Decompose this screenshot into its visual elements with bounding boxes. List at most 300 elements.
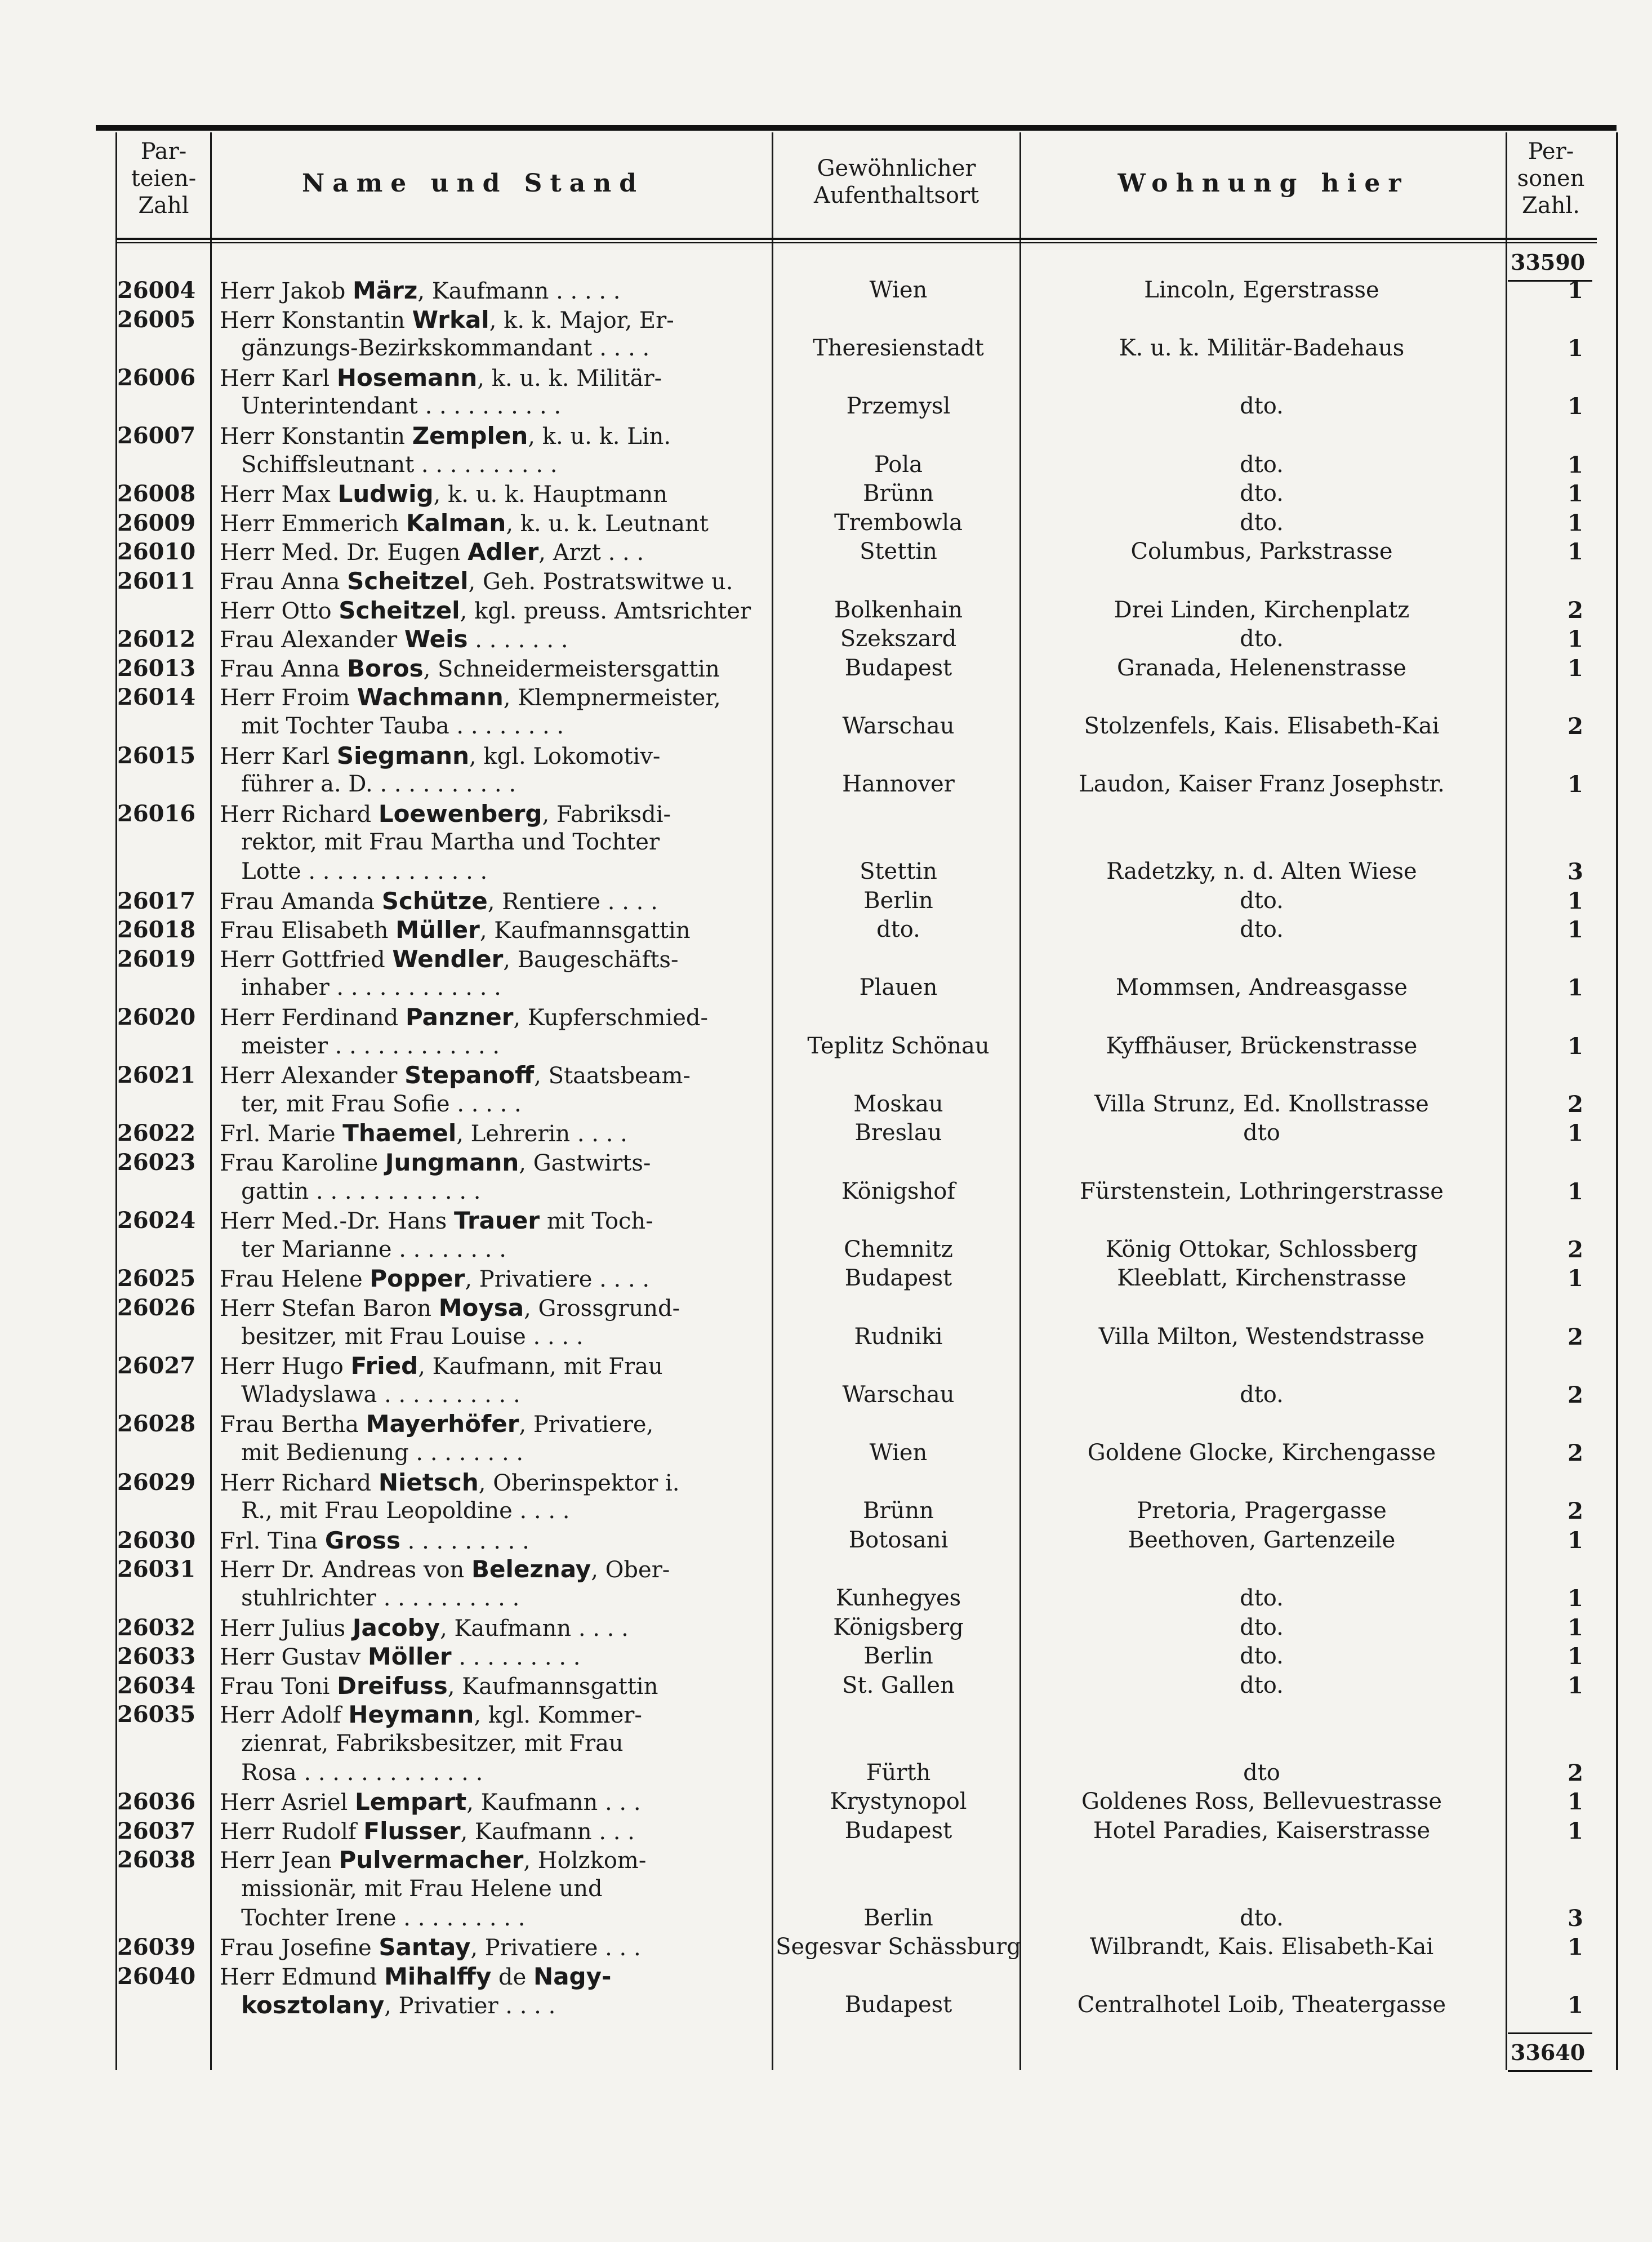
party-number: 26036 (117, 1789, 196, 1816)
name-text: , kgl. preuss. Amtsrichter (460, 598, 751, 624)
local-lodging: Centralhotel Loib, Theatergasse (1077, 1992, 1446, 2018)
surname: Scheitzel (339, 596, 460, 624)
name-text: Unterintendant . . . . . . . . . . (220, 393, 562, 420)
name-text: , k. u. k. Hauptmann (433, 482, 668, 508)
usual-residence: Brünn (863, 481, 934, 507)
persons-count: 2 (1568, 1498, 1583, 1525)
register-entry (115, 1061, 1597, 1119)
name-text: Frau Alexander (220, 627, 404, 653)
name-text: Frau Karoline (220, 1150, 385, 1176)
local-lodging: dto. (1240, 1905, 1284, 1931)
name-text: Herr Ferdinand (220, 1005, 406, 1031)
persons-count: 1 (1568, 1789, 1583, 1816)
persons-count: 3 (1568, 858, 1583, 885)
surname: Popper (369, 1265, 465, 1293)
usual-residence: Moskau (853, 1091, 943, 1117)
name-text: , Arzt . . . (538, 540, 644, 566)
party-number: 26023 (117, 1149, 196, 1176)
register-entry (115, 945, 1597, 1003)
party-number: 26012 (117, 626, 196, 653)
persons-count: 2 (1568, 1091, 1583, 1118)
name-text: Herr Karl (220, 365, 337, 392)
usual-residence: Budapest (844, 1265, 952, 1292)
usual-residence: Berlin (863, 887, 933, 914)
usual-residence: Stettin (860, 858, 937, 884)
usual-residence: Stettin (860, 539, 937, 565)
persons-count: 1 (1568, 975, 1583, 1002)
persons-count: 1 (1568, 539, 1583, 566)
local-lodging: Pretoria, Pragergasse (1137, 1498, 1387, 1524)
usual-residence: Breslau (854, 1120, 942, 1146)
register-entry (115, 915, 1597, 945)
local-lodging: dto. (1240, 1643, 1284, 1670)
name-text: Wladyslawa . . . . . . . . . . (220, 1381, 520, 1408)
surname: Ludwig (337, 480, 434, 508)
register-entry (115, 305, 1597, 363)
local-lodging: dto. (1240, 1614, 1284, 1640)
local-lodging: dto. (1240, 509, 1284, 536)
header-name-und-stand: Name und Stand (301, 169, 645, 198)
persons-count: 2 (1568, 1323, 1583, 1350)
persons-count: 1 (1568, 1178, 1583, 1205)
register-entry (115, 1351, 1597, 1409)
surname: Mayerhöfer (366, 1410, 519, 1438)
register-entry (115, 1787, 1597, 1817)
name-text: mit Bedienung . . . . . . . . (220, 1439, 524, 1466)
surname: Moysa (438, 1294, 524, 1322)
persons-count: 1 (1568, 335, 1583, 362)
persons-count: 1 (1568, 1817, 1583, 1844)
surname: kosztolany (241, 1991, 385, 2019)
surname: Trauer (453, 1207, 540, 1235)
persons-count: 1 (1568, 1672, 1583, 1699)
party-number: 26032 (117, 1614, 196, 1641)
name-text: , Geh. Postratswitwe u. (468, 569, 733, 595)
local-lodging: Drei Linden, Kirchenplatz (1114, 597, 1410, 623)
name-text: , Lehrerin . . . . (456, 1121, 627, 1147)
register-entry (115, 799, 1597, 887)
party-number: 26006 (117, 364, 196, 391)
persons-count: 2 (1568, 1236, 1583, 1263)
surname: Kalman (406, 509, 506, 537)
party-number: 26017 (117, 887, 196, 914)
register-entry (115, 1526, 1597, 1555)
party-number: 26009 (117, 509, 196, 536)
local-lodging: dto (1243, 1120, 1280, 1146)
name-text: Frau Toni (220, 1673, 337, 1700)
name-text: rektor, mit Frau Martha und Tochter (220, 829, 660, 856)
name-text: Frl. Tina (220, 1528, 325, 1554)
name-text: , Oberinspektor i. (478, 1470, 680, 1496)
surname: Jungmann (385, 1149, 519, 1176)
surname: Pulvermacher (339, 1846, 524, 1874)
name-text: , Kaufmann . . . . (440, 1615, 629, 1642)
name-text: Herr Emmerich (220, 510, 407, 537)
name-text: Frl. Marie (220, 1121, 343, 1147)
surname: Weis (404, 625, 468, 653)
usual-residence: Szekszard (840, 626, 957, 652)
name-text: ter, mit Frau Sofie . . . . . (220, 1091, 522, 1117)
surname: Santay (379, 1933, 471, 1961)
name-text: Tochter Irene . . . . . . . . . (220, 1905, 526, 1931)
usual-residence: Wien (869, 1439, 928, 1466)
local-lodging: dto. (1240, 917, 1284, 943)
surname: Scheitzel (347, 567, 469, 595)
name-text: Frau Bertha (220, 1412, 366, 1438)
persons-count: 1 (1568, 1527, 1583, 1554)
party-number: 26013 (117, 655, 196, 682)
name-text: Herr Alexander (220, 1063, 405, 1089)
register-entry (115, 1409, 1597, 1467)
name-text: . . . . . . . . . (400, 1528, 529, 1554)
name-text: Herr Jakob (220, 278, 353, 304)
name-text: Herr Max (220, 482, 338, 508)
name-text: , Staatsbeam- (534, 1063, 691, 1089)
local-lodging: König Ottokar, Schlossberg (1105, 1236, 1418, 1262)
usual-residence: Budapest (844, 1992, 952, 2018)
surname: Mihalffy (384, 1962, 492, 1990)
party-number: 26011 (117, 568, 196, 594)
surname: Hosemann (336, 363, 478, 392)
persons-count: 1 (1568, 1643, 1583, 1670)
register-entry (115, 625, 1597, 654)
name-text: . . . . . . . (467, 627, 568, 653)
local-lodging: dto. (1240, 481, 1284, 507)
surname: Zemplen (412, 422, 528, 450)
persons-count: 1 (1568, 1992, 1583, 2019)
header-aufenthaltsort: Gewöhnlicher Aufenthaltsort (813, 155, 979, 208)
header-personen-zahl: Per- sonen Zahl. (1517, 139, 1585, 219)
local-lodging: Fürstenstein, Lothringerstrasse (1080, 1178, 1444, 1204)
name-text: Frau Anna (220, 569, 348, 595)
name-text: , Kaufmannsgattin (447, 1673, 658, 1700)
name-text: Herr Karl (220, 743, 337, 769)
name-text: , Gastwirts- (519, 1150, 651, 1176)
usual-residence: Hannover (842, 771, 955, 798)
name-text: , Privatiere . . . (470, 1935, 641, 1961)
name-text: , Kaufmann . . . (460, 1818, 635, 1845)
surname: Dreifuss (337, 1671, 448, 1700)
persons-count: 1 (1568, 1585, 1583, 1612)
name-text: Herr Adolf (220, 1702, 349, 1729)
name-text (220, 1993, 241, 2019)
local-lodging: Lincoln, Egerstrasse (1144, 277, 1379, 303)
name-text: , Baugeschäfts- (503, 946, 679, 973)
local-lodging: dto. (1240, 626, 1284, 652)
local-lodging: Goldenes Ross, Bellevuestrasse (1081, 1789, 1442, 1815)
local-lodging: K. u. k. Militär-Badehaus (1119, 335, 1405, 362)
name-text: , Grossgrund- (524, 1296, 680, 1322)
name-text: Herr Gustav (220, 1644, 368, 1671)
name-text: Herr Med. Dr. Eugen (220, 540, 468, 566)
register-entry (115, 1293, 1597, 1351)
persons-count: 1 (1568, 1265, 1583, 1292)
register-entry (115, 1264, 1597, 1293)
surname: Boros (347, 654, 424, 682)
name-text: inhaber . . . . . . . . . . . . (220, 975, 501, 1001)
usual-residence: Botosani (848, 1527, 949, 1553)
surname: Nagy- (533, 1962, 612, 1990)
top-rule (96, 125, 1617, 131)
name-text: , Klempnermeister, (503, 685, 721, 711)
local-lodging: Hotel Paradies, Kaiserstrasse (1093, 1817, 1431, 1844)
surname: Panzner (405, 1003, 514, 1031)
total-carried-over: 33640 (1511, 2040, 1586, 2065)
usual-residence: Trembowla (834, 509, 963, 536)
local-lodging: Beethoven, Gartenzeile (1128, 1527, 1396, 1553)
register-entry (115, 1148, 1597, 1206)
surname: Wrkal (412, 305, 489, 333)
party-number: 26035 (117, 1701, 196, 1728)
header-wohnung-hier: Wohnung hier (1117, 169, 1409, 198)
party-number: 26020 (117, 1004, 196, 1030)
name-text: , Kaufmann . . . (466, 1790, 641, 1816)
name-text: , Ober- (591, 1557, 670, 1583)
persons-count: 2 (1568, 597, 1583, 624)
local-lodging: Laudon, Kaiser Franz Josephstr. (1079, 771, 1445, 798)
register-entry (115, 1555, 1597, 1613)
local-lodging: Stolzenfels, Kais. Elisabeth-Kai (1084, 713, 1440, 739)
party-number: 26024 (117, 1207, 196, 1234)
register-entry (115, 1817, 1597, 1846)
persons-count: 3 (1568, 1905, 1583, 1932)
surname: Schütze (381, 887, 488, 915)
local-lodging: Mommsen, Andreasgasse (1116, 975, 1408, 1001)
party-number: 26004 (117, 277, 196, 304)
name-text: , Holzkom- (523, 1848, 647, 1874)
party-number: 26028 (117, 1411, 196, 1438)
register-entry (115, 1119, 1597, 1148)
name-text: stuhlrichter . . . . . . . . . . (220, 1585, 520, 1611)
name-text: , Kaufmannsgattin (479, 918, 691, 944)
usual-residence: Rudniki (854, 1323, 943, 1350)
name-text: meister . . . . . . . . . . . . (220, 1033, 500, 1059)
local-lodging: dto. (1240, 1381, 1284, 1408)
register-entry (115, 276, 1597, 305)
name-text: Frau Elisabeth (220, 918, 396, 944)
name-text: mit Toch- (540, 1208, 653, 1235)
name-text: , kgl. Lokomotiv- (469, 743, 661, 769)
name-text: , Kupferschmied- (513, 1005, 709, 1031)
usual-residence: Berlin (863, 1905, 933, 1931)
name-text: mit Tochter Tauba . . . . . . . . (220, 713, 564, 739)
name-text: Herr Stefan Baron (220, 1296, 439, 1322)
party-number: 26029 (117, 1469, 196, 1496)
name-text: , k. k. Major, Er- (489, 307, 674, 333)
surname: Lempart (355, 1788, 467, 1816)
name-text: Herr Jean (220, 1848, 339, 1874)
persons-count: 2 (1568, 713, 1583, 740)
name-text: Herr Rudolf (220, 1818, 364, 1845)
usual-residence: Chemnitz (844, 1236, 953, 1262)
surname: Heymann (348, 1701, 474, 1729)
register-entry (115, 1468, 1597, 1526)
name-text: gänzungs-Bezirkskommandant . . . . (220, 335, 650, 362)
local-lodging: dto. (1240, 1585, 1284, 1611)
surname: März (353, 277, 418, 304)
persons-count: 1 (1568, 481, 1583, 508)
header-rule-thin (115, 242, 1597, 243)
name-text: , Rentiere . . . . (487, 888, 658, 915)
persons-count: 1 (1568, 655, 1583, 682)
running-total-bottom (1508, 2032, 1592, 2072)
register-entry (115, 567, 1597, 625)
name-text: , Privatiere, (519, 1412, 654, 1438)
register-entry (115, 1671, 1597, 1701)
local-lodging: Wilbrandt, Kais. Elisabeth-Kai (1089, 1934, 1434, 1960)
name-text: , Kaufmann . . . . . (417, 278, 621, 304)
name-text: ter Marianne . . . . . . . . (220, 1236, 506, 1262)
name-text: besitzer, mit Frau Louise . . . . (220, 1323, 584, 1350)
local-lodging: Goldene Glocke, Kirchengasse (1087, 1439, 1436, 1466)
surname: Wendler (392, 945, 504, 973)
party-number: 26015 (117, 742, 196, 769)
local-lodging: dto. (1240, 393, 1284, 420)
register-entry (115, 1845, 1597, 1933)
name-text: Rosa . . . . . . . . . . . . . (220, 1759, 483, 1786)
persons-count: 1 (1568, 277, 1583, 304)
register-entry (115, 479, 1597, 509)
usual-residence: Fürth (866, 1759, 931, 1786)
usual-residence: Bolkenhain (834, 597, 963, 623)
name-text: , k. u. k. Militär- (477, 365, 662, 392)
name-text: Herr Froim (220, 685, 357, 711)
name-text: Herr Asriel (220, 1790, 355, 1816)
name-text: , Privatier . . . . (384, 1993, 556, 2019)
surname: Loewenberg (378, 799, 542, 828)
name-text: Frau Josefine (220, 1935, 379, 1961)
usual-residence: Theresienstadt (813, 335, 984, 362)
usual-residence: Budapest (844, 655, 952, 681)
name-text: Herr Med.-Dr. Hans (220, 1208, 454, 1235)
register-entry (115, 1700, 1597, 1787)
register-entry (115, 1206, 1597, 1264)
register-entry (115, 1642, 1597, 1671)
party-number: 26026 (117, 1295, 196, 1321)
register-entry (115, 363, 1597, 421)
register-entry (115, 1933, 1597, 1962)
surname: Stepanoff (404, 1061, 535, 1089)
persons-count: 1 (1568, 451, 1583, 478)
name-text: , Schneidermeistersgattin (423, 656, 720, 682)
register-entry (115, 1613, 1597, 1643)
name-text: de (491, 1964, 534, 1990)
name-text: , Privatiere . . . . (465, 1266, 650, 1293)
register-entry (115, 1962, 1597, 2020)
party-number: 26033 (117, 1643, 196, 1670)
persons-count: 2 (1568, 1759, 1583, 1786)
party-number: 26010 (117, 539, 196, 566)
local-lodging: Villa Strunz, Ed. Knollstrasse (1094, 1091, 1429, 1117)
surname: Fried (350, 1352, 418, 1380)
usual-residence: Königshof (841, 1178, 956, 1204)
local-lodging: Kyffhäuser, Brückenstrasse (1106, 1033, 1418, 1059)
name-text: R., mit Frau Leopoldine . . . . (220, 1498, 570, 1524)
usual-residence: Krystynopol (830, 1789, 967, 1815)
name-text: , k. u. k. Lin. (528, 424, 671, 450)
surname: Möller (368, 1643, 452, 1671)
usual-residence: Segesvar Schässburg (776, 1934, 1021, 1960)
name-text: gattin . . . . . . . . . . . . (220, 1178, 481, 1204)
surname: Gross (324, 1526, 400, 1554)
name-text: Frau Amanda (220, 888, 382, 915)
usual-residence: Przemysl (846, 393, 951, 420)
table-right-border (1616, 132, 1618, 2070)
name-text: Schiffsleutnant . . . . . . . . . . (220, 451, 558, 478)
usual-residence: Wien (869, 277, 928, 303)
name-text: , kgl. Kommer- (474, 1702, 642, 1729)
usual-residence: Kunhegyes (835, 1585, 961, 1611)
name-text: Herr Julius (220, 1615, 353, 1642)
party-number: 26016 (117, 800, 196, 827)
surname: Siegmann (336, 741, 469, 769)
usual-residence: St. Gallen (842, 1672, 955, 1698)
surname: Flusser (363, 1817, 461, 1845)
header-rule (115, 238, 1597, 240)
party-number: 26022 (117, 1120, 196, 1147)
party-number: 26034 (117, 1672, 196, 1699)
name-text: , Fabriksdi- (542, 801, 671, 828)
register-entry (115, 683, 1597, 741)
surname: Nietsch (378, 1468, 479, 1496)
name-text: Frau Anna (220, 656, 348, 682)
usual-residence: Königsberg (833, 1614, 964, 1640)
party-number: 26018 (117, 917, 196, 944)
name-text: , k. u. k. Leutnant (506, 510, 709, 537)
local-lodging: Villa Milton, Westendstrasse (1098, 1323, 1425, 1350)
usual-residence: Teplitz Schönau (807, 1033, 990, 1059)
local-lodging: dto. (1240, 451, 1284, 478)
name-text: missionär, mit Frau Helene und (220, 1875, 603, 1902)
party-number: 26030 (117, 1527, 196, 1554)
party-number: 26040 (117, 1963, 196, 1990)
surname: Müller (395, 916, 480, 944)
party-number: 26038 (117, 1847, 196, 1874)
register-entry (115, 421, 1597, 479)
party-number: 26025 (117, 1265, 196, 1292)
persons-count: 1 (1568, 917, 1583, 944)
party-number: 26007 (117, 422, 196, 449)
party-number: 26027 (117, 1353, 196, 1380)
register-entry (115, 654, 1597, 683)
usual-residence: Plauen (859, 975, 938, 1001)
persons-count: 2 (1568, 1439, 1583, 1466)
local-lodging: Kleeblatt, Kirchenstrasse (1117, 1265, 1406, 1292)
name-text: Herr Richard (220, 801, 379, 828)
party-number: 26008 (117, 481, 196, 508)
local-lodging: dto. (1240, 887, 1284, 914)
persons-count: 2 (1568, 1381, 1583, 1408)
name-text: Herr Dr. Andreas von (220, 1557, 472, 1583)
name-text: Herr Richard (220, 1470, 379, 1496)
usual-residence: Brünn (863, 1498, 934, 1524)
name-text: Lotte . . . . . . . . . . . . . (220, 858, 488, 884)
register-entry (115, 537, 1597, 567)
persons-count: 1 (1568, 887, 1583, 914)
persons-count: 1 (1568, 1033, 1583, 1060)
name-text: führer a. D. . . . . . . . . . . (220, 771, 516, 798)
party-number: 26021 (117, 1062, 196, 1089)
party-number: 26031 (117, 1556, 196, 1583)
usual-residence: Warschau (842, 713, 955, 739)
name-text: Herr Konstantin (220, 307, 412, 333)
usual-residence: Pola (874, 451, 923, 478)
party-number: 26005 (117, 306, 196, 333)
persons-count: 1 (1568, 1934, 1583, 1961)
persons-count: 1 (1568, 1614, 1583, 1641)
register-entry (115, 741, 1597, 799)
usual-residence: Warschau (842, 1381, 955, 1408)
